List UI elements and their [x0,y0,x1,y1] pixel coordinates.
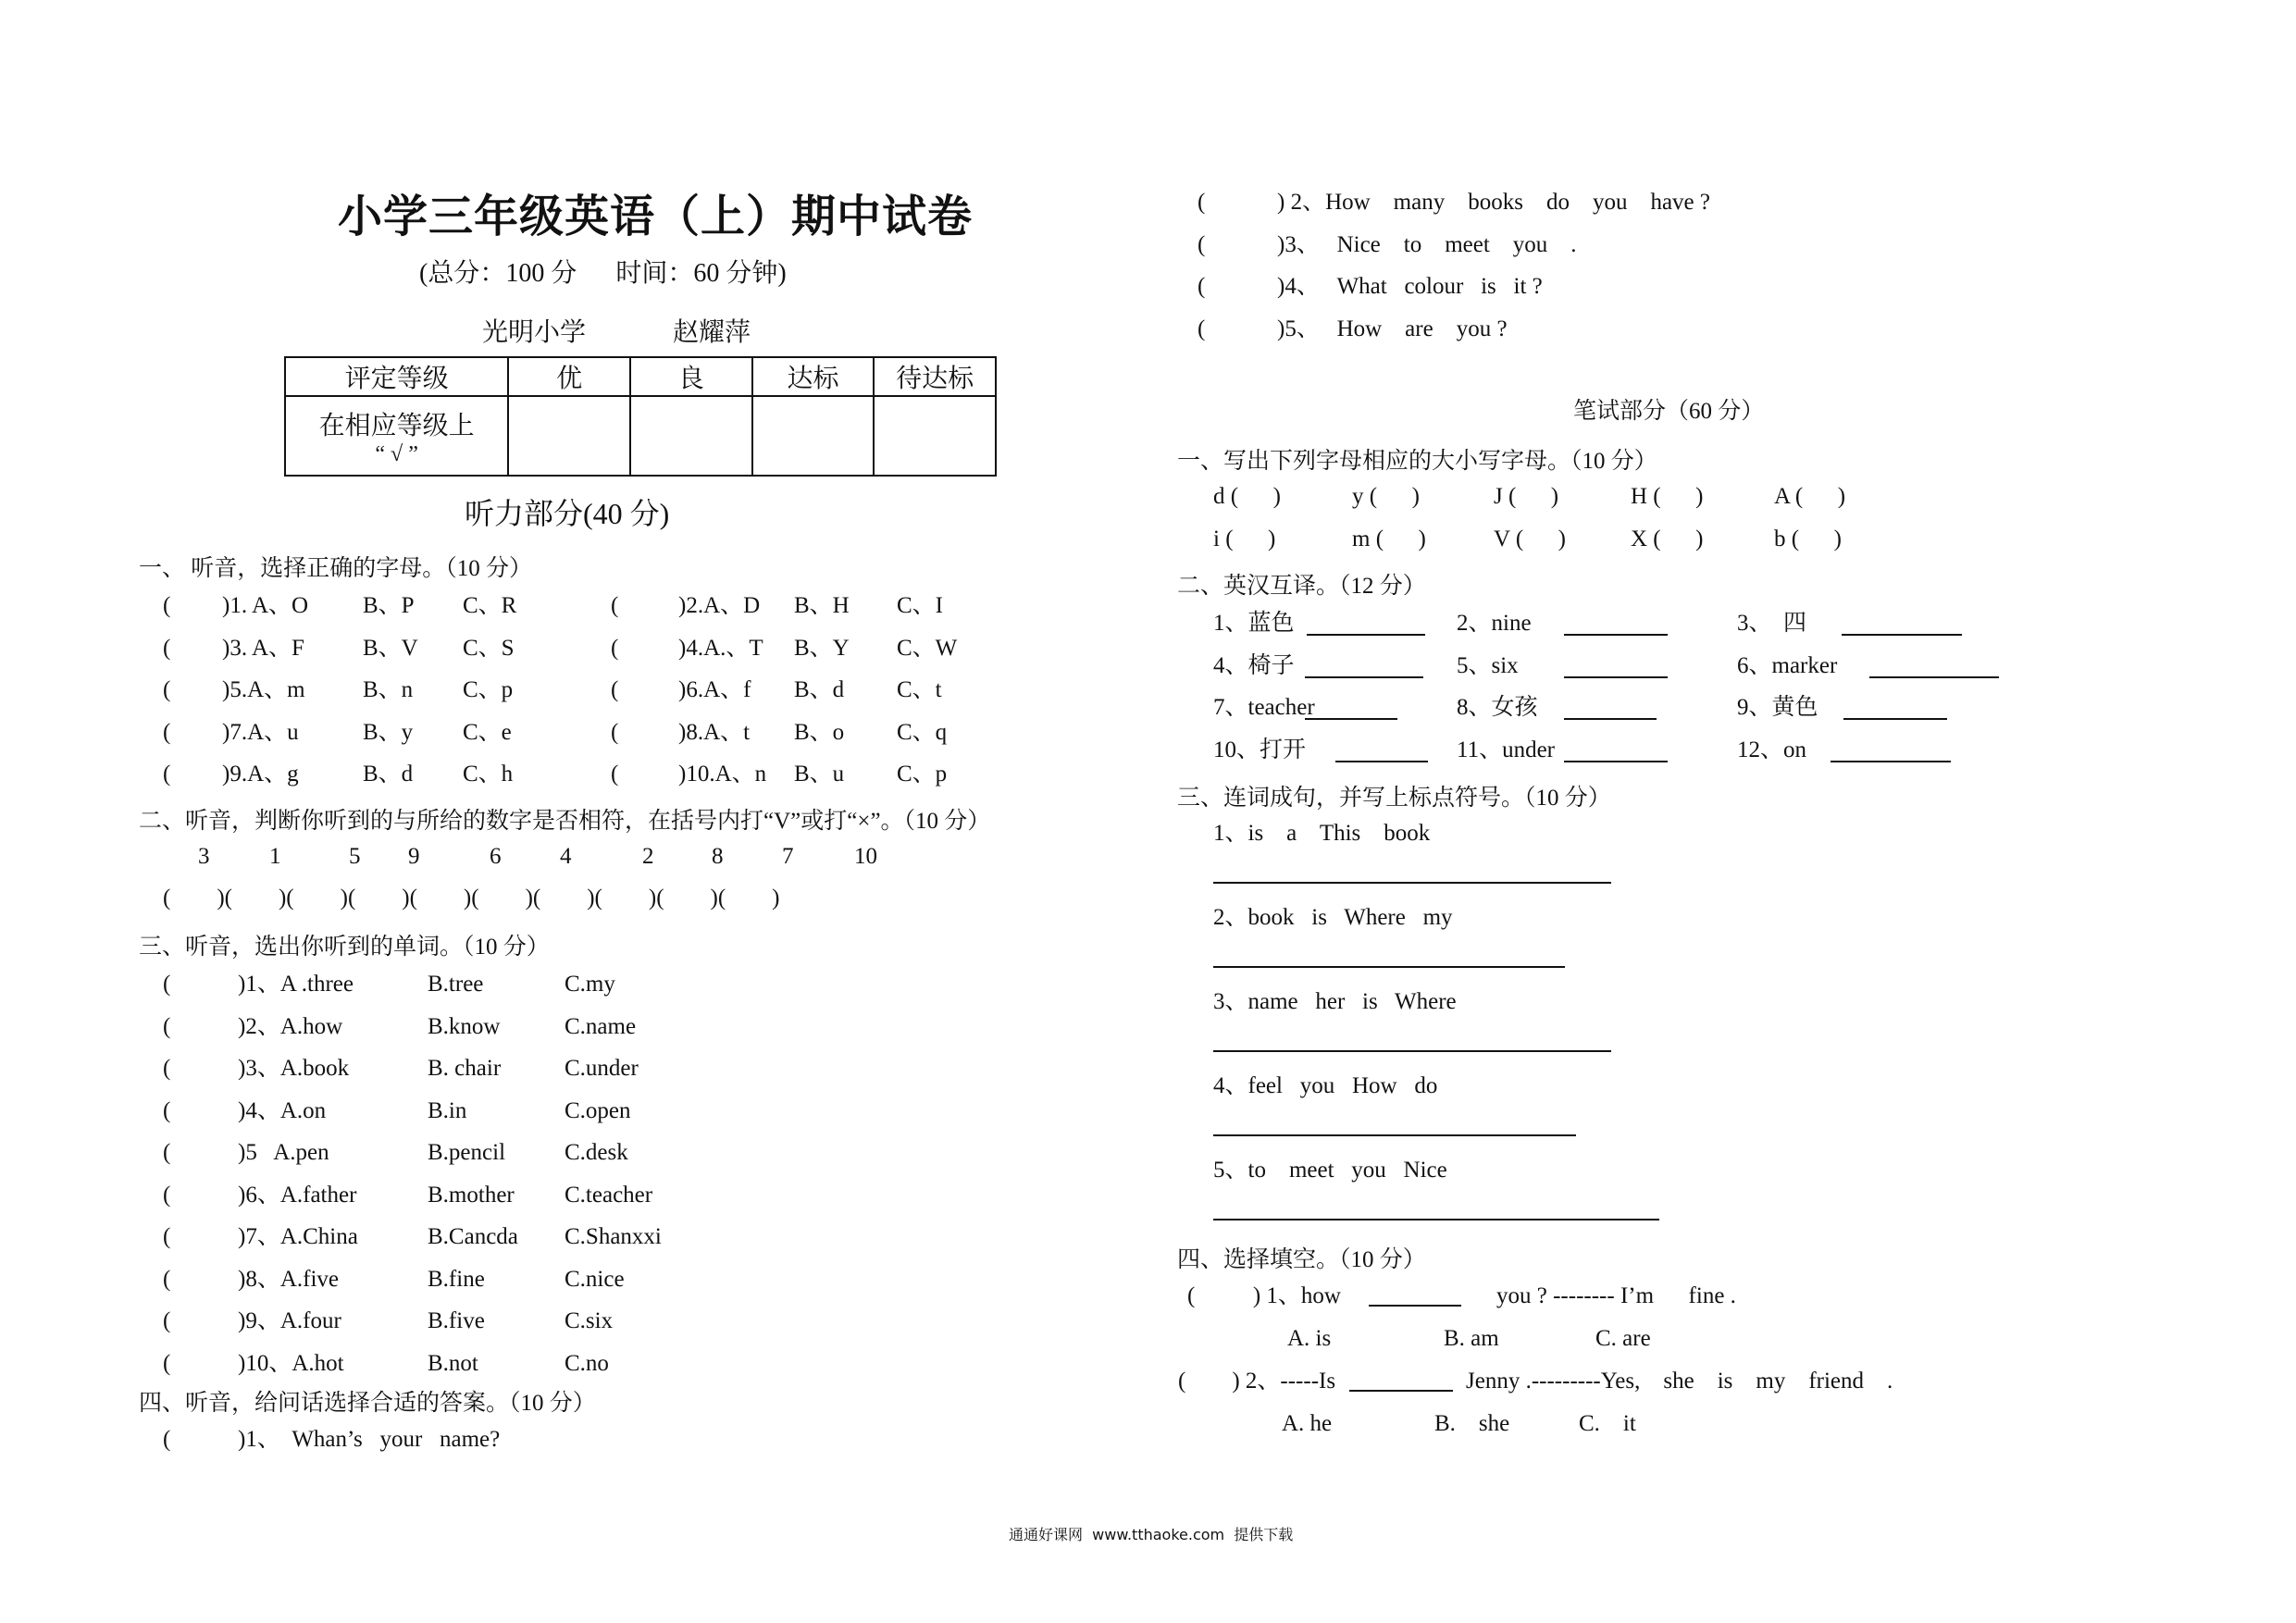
grade-mark-cell[interactable] [508,396,630,476]
grade-header-cell: 待达标 [874,357,996,396]
number-item: 5 [349,844,361,869]
option-text: B、H [794,593,850,618]
option-text: C、e [463,719,512,745]
option-text: )4、A.on [238,1097,327,1123]
question-text: )4、 What colour is it ? [1277,274,1543,299]
letter-item[interactable]: X ( ) [1631,527,1704,551]
translation-item: 10、打开 [1213,737,1307,762]
answer-blank[interactable] [1564,761,1668,762]
option-text: C.desk [565,1140,628,1165]
question-text: )3、 Nice to meet you . [1277,231,1577,257]
letter-item[interactable]: m ( ) [1352,527,1426,551]
answer-bracket[interactable]: ( [163,719,171,745]
option-text: )1、A .three [238,972,354,997]
option-text: B、o [794,719,845,745]
sentence-answer-line[interactable] [1213,1050,1611,1052]
option-text: B、P [363,593,415,618]
option-text: B、n [363,677,414,702]
answer-blank[interactable] [1305,676,1423,678]
answer-bracket[interactable]: ( [1198,231,1206,257]
translation-item: 1、蓝色 [1213,611,1295,636]
option-text: B. chair [428,1056,502,1081]
letter-item[interactable]: V ( ) [1494,527,1567,551]
option-text: C.nice [565,1266,625,1292]
translation-item: 9、黄色 [1737,695,1818,720]
answer-bracket[interactable]: ( [611,762,619,787]
option-text: B.tree [428,972,484,997]
option-text: )3、A.book [238,1056,350,1081]
translation-item: 4、椅子 [1213,652,1295,678]
option-text: )6、A.father [238,1182,357,1208]
question-text: )5、 How are you ? [1277,316,1508,341]
answer-bracket[interactable]: ( [163,1097,171,1123]
translation-item: 8、女孩 [1457,695,1538,720]
sentence-answer-line[interactable] [1213,882,1611,884]
option-text: C.under [565,1056,639,1081]
option-text: C、I [897,593,944,618]
option-text: C.my [565,972,615,997]
listening-part1-title: 一、 听音，选择正确的字母。（10 分） [139,556,533,581]
translation-item: 7、teacher [1213,695,1315,720]
number-item: 3 [198,844,210,869]
answer-bracket[interactable]: ( [163,1224,171,1249]
option-text: B、Y [794,635,850,661]
answer-blank[interactable] [1335,761,1428,762]
listening-part2-brackets[interactable]: ( )( )( )( )( )( )( )( )( )( ) [163,886,780,911]
written-part4-q2-blank[interactable] [1349,1390,1453,1392]
answer-bracket[interactable]: ( [1198,274,1206,299]
answer-blank[interactable] [1564,676,1668,678]
score-time-info: (总分：100 分 时间：60 分钟) [419,259,787,288]
answer-blank[interactable] [1831,761,1951,762]
listening-part2-title: 二、听音，判断你听到的与所给的数字是否相符，在括号内打“V”或打“×”。（10 分） [139,809,991,834]
written-part4-q2-option-a: A. he [1282,1411,1333,1436]
option-text: C、p [897,762,948,787]
option-text: )8、A.five [238,1266,339,1292]
option-text: B、y [363,719,414,745]
sentence-answer-line[interactable] [1213,1219,1659,1220]
word-order-item: 5、to meet you Nice [1213,1158,1447,1183]
written-part4-q1-option-b: B. am [1444,1326,1499,1351]
option-text: C.no [565,1350,609,1376]
answer-blank[interactable] [1305,718,1397,720]
grade-row-label-line2: “ √ ” [375,441,418,466]
answer-blank[interactable] [1564,718,1657,720]
option-text: )10、A.hot [238,1350,344,1376]
translation-item: 2、nine [1457,611,1532,636]
option-text: B.know [428,1013,501,1039]
word-order-item: 4、feel you How do [1213,1073,1438,1098]
number-item: 4 [560,844,572,869]
answer-bracket[interactable]: ( [611,677,619,702]
answer-bracket[interactable]: ( [163,1182,171,1208]
option-text: C、h [463,762,514,787]
answer-blank[interactable] [1842,634,1962,636]
answer-bracket[interactable]: ( [611,593,619,618]
answer-bracket[interactable]: ( [1198,190,1206,215]
answer-bracket[interactable]: ( [163,1140,171,1165]
sentence-answer-line[interactable] [1213,1134,1576,1136]
author-name: 赵耀萍 [673,318,751,347]
grade-row-label [285,396,508,476]
answer-blank[interactable] [1869,676,1999,678]
answer-bracket[interactable]: ( [163,1350,171,1376]
option-text: C、S [463,635,515,661]
grade-mark-cell[interactable] [874,396,996,476]
written-part4-q2-tail: Jenny .---------Yes, she is my friend . [1466,1369,1893,1394]
option-text: )7.A、u [222,719,299,745]
written-part3-title: 三、连词成句，并写上标点符号。（10 分） [1177,786,1611,811]
answer-blank[interactable] [1564,634,1668,636]
translation-item: 11、under [1457,737,1555,762]
grade-mark-cell[interactable] [630,396,752,476]
written-part4-q2-bracket[interactable]: ( ) 2、-----Is [1178,1369,1336,1394]
exam-title: 小学三年级英语（上）期中试卷 [338,192,974,242]
option-text: )7、A.China [238,1224,358,1249]
sentence-answer-line[interactable] [1213,966,1565,968]
option-text: )10.A、n [678,762,767,787]
option-text: )3. A、F [222,635,304,661]
option-text: )9、A.four [238,1308,341,1333]
word-order-item: 1、is a This book [1213,821,1431,846]
option-text: C、W [897,635,958,661]
number-item: 8 [712,844,724,869]
option-text: )1. A、O [222,593,309,618]
written-part1-title: 一、写出下列字母相应的大小写字母。（10 分） [1177,449,1657,474]
option-text: )8.A、t [678,719,751,745]
option-text: C.name [565,1013,637,1039]
grade-header-cell: 评定等级 [285,357,508,396]
option-text: )6.A、f [678,677,751,702]
option-text: B.in [428,1097,467,1123]
translation-item: 6、marker [1737,652,1838,678]
option-text: )2.A、D [678,593,761,618]
written-part4-q1-option-c: C. are [1595,1326,1651,1351]
written-part4-q1-bracket[interactable]: ( ) 1、how [1187,1283,1341,1308]
translation-item: 3、 四 [1737,611,1807,636]
written-part4-q1-option-a: A. is [1287,1326,1332,1351]
option-text: B.pencil [428,1140,506,1165]
option-text: C.six [565,1308,614,1333]
footer-credit: 通通好课网 www.tthaoke.com 提供下载 [1009,1526,1294,1543]
answer-bracket[interactable]: ( [1198,316,1206,341]
word-order-item: 3、name her is Where [1213,989,1457,1014]
letter-item[interactable]: b ( ) [1774,527,1842,551]
number-item: 9 [408,844,420,869]
number-item: 10 [854,844,877,869]
answer-bracket[interactable]: ( [163,1056,171,1081]
written-part4-q2-option-c: C. it [1579,1411,1636,1436]
answer-bracket[interactable]: ( [163,1308,171,1333]
word-order-item: 2、book is Where my [1213,905,1453,930]
option-text: C.teacher [565,1182,653,1208]
option-text: B.Cancda [428,1224,518,1249]
listening-part4-title: 四、听音，给问话选择合适的答案。（10 分） [139,1391,596,1416]
translation-item: 5、six [1457,652,1519,678]
letter-item[interactable]: y ( ) [1352,484,1420,509]
answer-bracket[interactable]: ( [163,972,171,997]
written-part4-title: 四、选择填空。（10 分） [1177,1247,1426,1272]
grade-header-cell: 达标 [752,357,875,396]
number-item: 1 [269,844,281,869]
letter-item[interactable]: J ( ) [1494,484,1559,509]
option-text: B.not [428,1350,478,1376]
written-part4-q1-blank[interactable] [1369,1305,1461,1307]
grade-table [284,356,997,477]
answer-bracket[interactable]: ( [163,1266,171,1292]
listening-section-title: 听力部分(40 分) [465,497,670,530]
answer-bracket[interactable]: ( [163,677,171,702]
option-text: C.open [565,1097,631,1123]
number-item: 6 [490,844,502,869]
listening-part4-q1-bracket[interactable]: ( [163,1427,171,1452]
letter-item[interactable]: i ( ) [1213,527,1276,551]
option-text: B.mother [428,1182,515,1208]
written-part2-title: 二、英汉互译。（12 分） [1177,574,1426,599]
grade-header-cell: 良 [630,357,752,396]
school-name: 光明小学 [482,318,587,347]
listening-part4-q1-text: )1、 Whan’s your name? [238,1427,501,1452]
written-part4-q1-tail: you ? -------- I’m fine . [1496,1283,1736,1308]
listening-part3-title: 三、听音，选出你听到的单词。（10 分） [139,935,550,960]
grade-mark-cell[interactable] [752,396,875,476]
option-text: B.fine [428,1266,485,1292]
option-text: B、u [794,762,845,787]
option-text: C、p [463,677,514,702]
option-text: C.Shanxxi [565,1224,662,1249]
option-text: )4.A.、T [678,635,763,661]
option-text: B、d [794,677,845,702]
letter-item[interactable]: A ( ) [1774,484,1846,509]
option-text: C、q [897,719,948,745]
question-text: ) 2、How many books do you have ? [1277,190,1710,215]
number-item: 7 [782,844,794,869]
option-text: B.five [428,1308,485,1333]
answer-blank[interactable] [1843,718,1947,720]
answer-bracket[interactable]: ( [163,762,171,787]
option-text: )2、A.how [238,1013,343,1039]
option-text: )9.A、g [222,762,299,787]
written-part4-q2-option-b: B. she [1434,1411,1510,1436]
answer-bracket[interactable]: ( [611,719,619,745]
translation-item: 12、on [1737,737,1807,762]
option-text: )5.A、m [222,677,305,702]
answer-blank[interactable] [1307,634,1425,636]
option-text: )5 A.pen [238,1140,329,1165]
answer-bracket[interactable]: ( [611,635,619,661]
option-text: B、V [363,635,418,661]
number-item: 2 [642,844,654,869]
answer-bracket[interactable]: ( [163,1013,171,1039]
letter-item[interactable]: d ( ) [1213,484,1281,509]
written-section-title: 笔试部分（60 分） [1573,399,1765,424]
grade-header-cell: 优 [508,357,630,396]
option-text: B、d [363,762,414,787]
option-text: C、t [897,677,942,702]
grade-row-label-line1: 在相应等级上 [318,411,475,440]
letter-item[interactable]: H ( ) [1631,484,1704,509]
option-text: C、R [463,593,517,618]
answer-bracket[interactable]: ( [163,635,171,661]
answer-bracket[interactable]: ( [163,593,171,618]
